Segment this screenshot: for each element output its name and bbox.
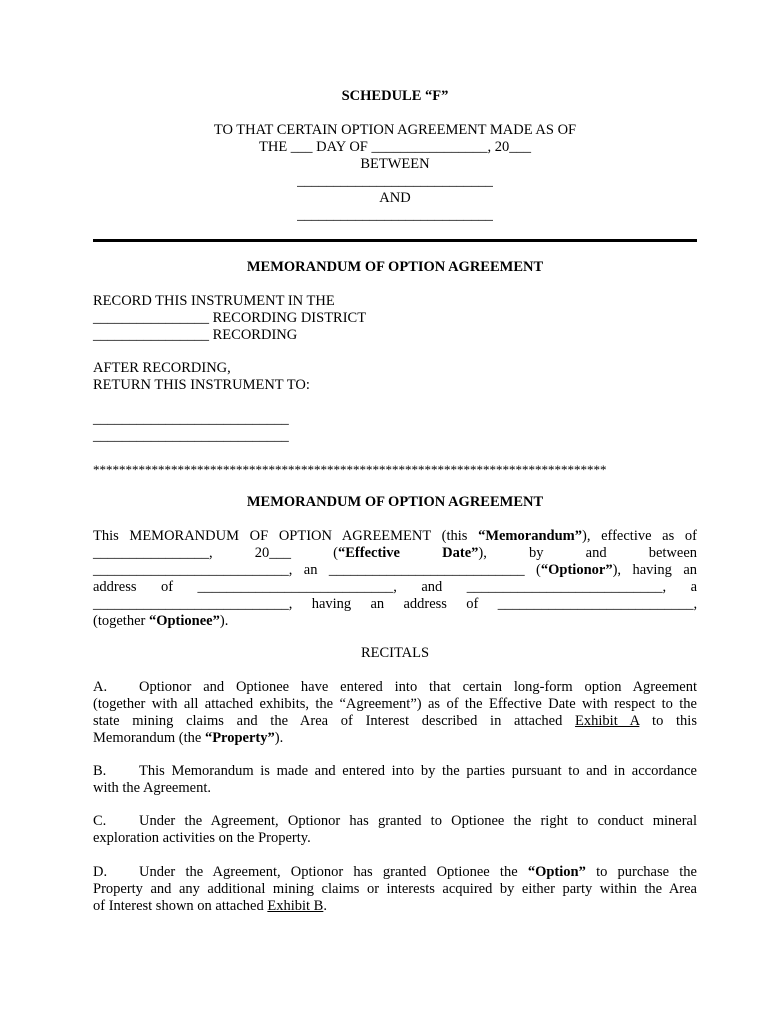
recital-text: Property and any additional mining claims or interests acquired by either party within the Area — [93, 881, 697, 897]
intro-text: an — [370, 596, 385, 612]
recital-text: ). — [274, 730, 284, 746]
separator-line: ******************************************************************************* — [93, 462, 607, 477]
reference-between: BETWEEN — [360, 156, 430, 172]
reference-line-2: THE ___ DAY OF ________________, 20___ — [258, 139, 532, 155]
intro-text: and — [585, 545, 607, 561]
term-property: “Property” — [204, 730, 275, 746]
recital-d-line-1 — [93, 864, 697, 881]
exhibit-a-reference: Exhibit A — [575, 713, 640, 729]
term-option: “Option” — [527, 864, 586, 880]
intro-text: a — [690, 579, 698, 595]
recital-letter: D. — [93, 864, 108, 880]
recital-letter: C. — [93, 813, 107, 829]
memo-title-2: MEMORANDUM OF OPTION AGREEMENT — [246, 494, 544, 510]
year-blank: 20___ — [254, 545, 292, 561]
term-optionee: “Optionee” — [148, 613, 220, 629]
recital-a — [93, 679, 697, 747]
intro-text: of — [466, 596, 479, 612]
intro-line-1 — [93, 528, 697, 545]
recital-a-line-2 — [93, 696, 697, 713]
record-line-1: RECORD THIS INSTRUMENT IN THE — [93, 293, 335, 309]
reference-and: AND — [379, 190, 411, 206]
recital-text: to this — [639, 713, 697, 729]
recital-text: to purchase the — [585, 864, 697, 880]
intro-text: ). — [219, 613, 229, 629]
term-memorandum: “Memorandum” — [478, 528, 582, 544]
intro-text: ( — [333, 545, 338, 561]
intro-line-3 — [93, 562, 697, 579]
header-divider — [93, 239, 697, 242]
recital-c — [93, 813, 697, 847]
recitals-heading-block — [93, 645, 697, 662]
recital-text: . — [323, 898, 327, 914]
term-optionor: “Optionor” — [540, 562, 613, 578]
intro-text: of — [160, 579, 174, 595]
memo-title-block-2 — [93, 494, 697, 511]
date-blank: ________________, — [93, 545, 213, 561]
intro-text: having — [311, 596, 352, 612]
recital-a-line-4 — [93, 730, 697, 747]
recital-letter: A. — [93, 679, 108, 695]
entity-blank: ___________________________, — [93, 596, 293, 612]
after-recording-line-1: AFTER RECORDING, — [93, 360, 231, 376]
recital-a-line-1 — [93, 679, 697, 696]
recital-text: state mining claims and the Area of Interest described in attached — [93, 713, 576, 729]
recital-text: (together with all attached exhibits, the “Agreement”) as of the Effective Date with respect to the — [93, 696, 697, 712]
party-blank-2: ___________________________ — [297, 207, 493, 223]
recital-b — [93, 763, 697, 797]
return-address-blanks — [93, 411, 697, 445]
recital-letter: B. — [93, 763, 107, 779]
record-line-2: ________________ RECORDING DISTRICT — [93, 310, 367, 326]
recital-text: Under the Agreement, Optionor has granted Optionee the — [139, 864, 528, 880]
exhibit-b-reference: Exhibit B — [267, 898, 324, 914]
reference-line-1: TO THAT CERTAIN OPTION AGREEMENT MADE AS OF — [213, 122, 577, 138]
intro-text: address — [93, 579, 137, 595]
recitals-heading: RECITALS — [360, 645, 430, 661]
recital-b-line-2 — [93, 780, 697, 797]
recital-text: This Memorandum is made and entered into by the parties pursuant to and in accordance — [139, 763, 697, 779]
recital-text: Under the Agreement, Optionor has granted to Optionee the right to conduct mineral — [139, 813, 697, 829]
term-date: Date” — [442, 545, 479, 561]
recital-d-line-3 — [93, 898, 697, 915]
recital-text: exploration activities on the Property. — [93, 830, 311, 846]
address-blank: ___________________________, — [497, 596, 698, 612]
intro-text: by — [529, 545, 544, 561]
intro-text: (together — [93, 613, 149, 629]
recital-d — [93, 864, 697, 915]
intro-paragraph — [93, 528, 697, 630]
recital-text: Memorandum (the — [93, 730, 205, 746]
recital-c-line-1 — [93, 813, 697, 830]
schedule-header — [93, 88, 697, 105]
schedule-title: SCHEDULE “F” — [341, 88, 449, 104]
recital-d-line-2 — [93, 881, 697, 898]
recital-text: with the Agreement. — [93, 780, 211, 796]
record-line-3: ________________ RECORDING — [93, 327, 298, 343]
recital-b-line-1 — [93, 763, 697, 780]
intro-line-2 — [93, 545, 697, 562]
recital-text: of Interest shown on attached — [93, 898, 268, 914]
intro-text: ___________________________, an ___________________________ ( — [93, 562, 541, 578]
after-recording-line-2: RETURN THIS INSTRUMENT TO: — [93, 377, 310, 393]
agreement-reference — [93, 122, 697, 224]
return-blank-1: ___________________________ — [93, 411, 289, 427]
intro-text: ), effective as of — [581, 528, 697, 544]
party-blank-1: ___________________________ — [297, 173, 493, 189]
memo-title: MEMORANDUM OF OPTION AGREEMENT — [246, 259, 544, 275]
intro-line-6 — [93, 613, 697, 630]
address-blank: ___________________________, — [197, 579, 397, 595]
intro-text: This MEMORANDUM OF OPTION AGREEMENT (this — [93, 528, 479, 544]
memo-title-block — [93, 259, 697, 276]
party-blank: ___________________________, — [466, 579, 667, 595]
return-blank-2: ___________________________ — [93, 428, 289, 444]
recital-a-line-3 — [93, 713, 697, 730]
intro-text: address — [403, 596, 447, 612]
intro-text: between — [648, 545, 698, 561]
recital-text: Optionor and Optionee have entered into that certain long-form option Agreement — [139, 679, 697, 695]
recital-c-line-2 — [93, 830, 697, 847]
intro-text: ), — [478, 545, 487, 561]
intro-text: and — [421, 579, 443, 595]
term-effective: “Effective — [338, 545, 400, 561]
asterisk-separator — [93, 461, 697, 478]
intro-text: ), having an — [612, 562, 698, 578]
after-recording — [93, 360, 697, 394]
intro-line-5 — [93, 596, 697, 613]
intro-line-4 — [93, 579, 697, 596]
record-instructions — [93, 293, 697, 344]
